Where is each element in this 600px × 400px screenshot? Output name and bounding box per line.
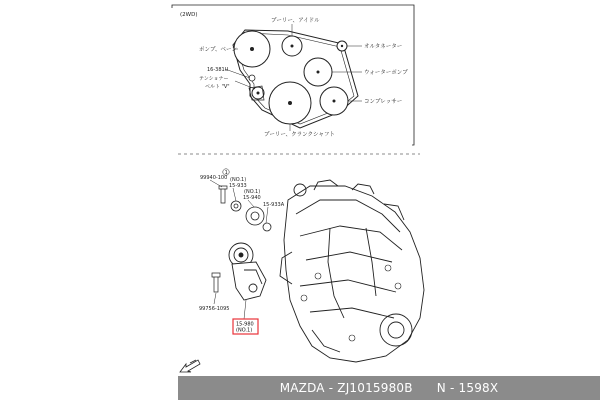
alternator-pulley [337, 41, 347, 51]
idler-no1-label: (NO.1) [230, 177, 247, 183]
highlighted-part-callout [233, 319, 258, 334]
highlight-sub: (NO.1) [236, 327, 253, 334]
pulley-code-15940: 15-940 [243, 195, 261, 201]
highlight-code: 15-980 [236, 321, 254, 328]
bolt-top [219, 186, 227, 203]
vane-pump-label: ポンプ、ベーン [199, 47, 237, 53]
idler-pulley [282, 36, 302, 56]
belt-code-label: 16-381U [207, 67, 229, 73]
idler-code-15933: 15-933 [229, 183, 247, 189]
bolt-bottom-code: 99756-1095 [199, 306, 230, 312]
water-pump-pulley [304, 58, 332, 86]
idler-pulley-label: プーリー、アイドル [271, 18, 320, 24]
tensioner-assembly [229, 243, 266, 300]
engine-bolts [301, 265, 401, 341]
pulley-code-15933a: 15-933A [263, 202, 285, 208]
variant-label: (2WD) [180, 12, 198, 18]
vane-pump-pulley [234, 31, 270, 67]
belt-routing-diagram [172, 5, 414, 145]
water-pump-label: ウォーターポンプ [364, 70, 408, 76]
part-number-caption [178, 376, 600, 400]
front-direction-arrow-icon [180, 360, 200, 372]
compressor-pulley [320, 87, 348, 115]
caption-text: MAZDA - ZJ1015980B N - 1598X [279, 381, 499, 395]
bolt-bottom [212, 273, 220, 292]
bolt-top-code: 99940-100 [200, 175, 228, 181]
pulley-no1-label: (NO.1) [244, 189, 261, 195]
crankshaft-pulley-label: プーリー、クランクシャフト [264, 132, 335, 138]
engine-exploded-view [180, 169, 424, 372]
crankshaft-pulley [269, 82, 311, 124]
compressor-label: コンプレッサー [364, 99, 403, 105]
svg-text:1: 1 [224, 170, 228, 176]
tensioner-label: テンショナー [199, 76, 229, 82]
alternator-label: オルタネーター [364, 44, 403, 50]
v-belt-label: ベルト "V" [205, 84, 230, 90]
